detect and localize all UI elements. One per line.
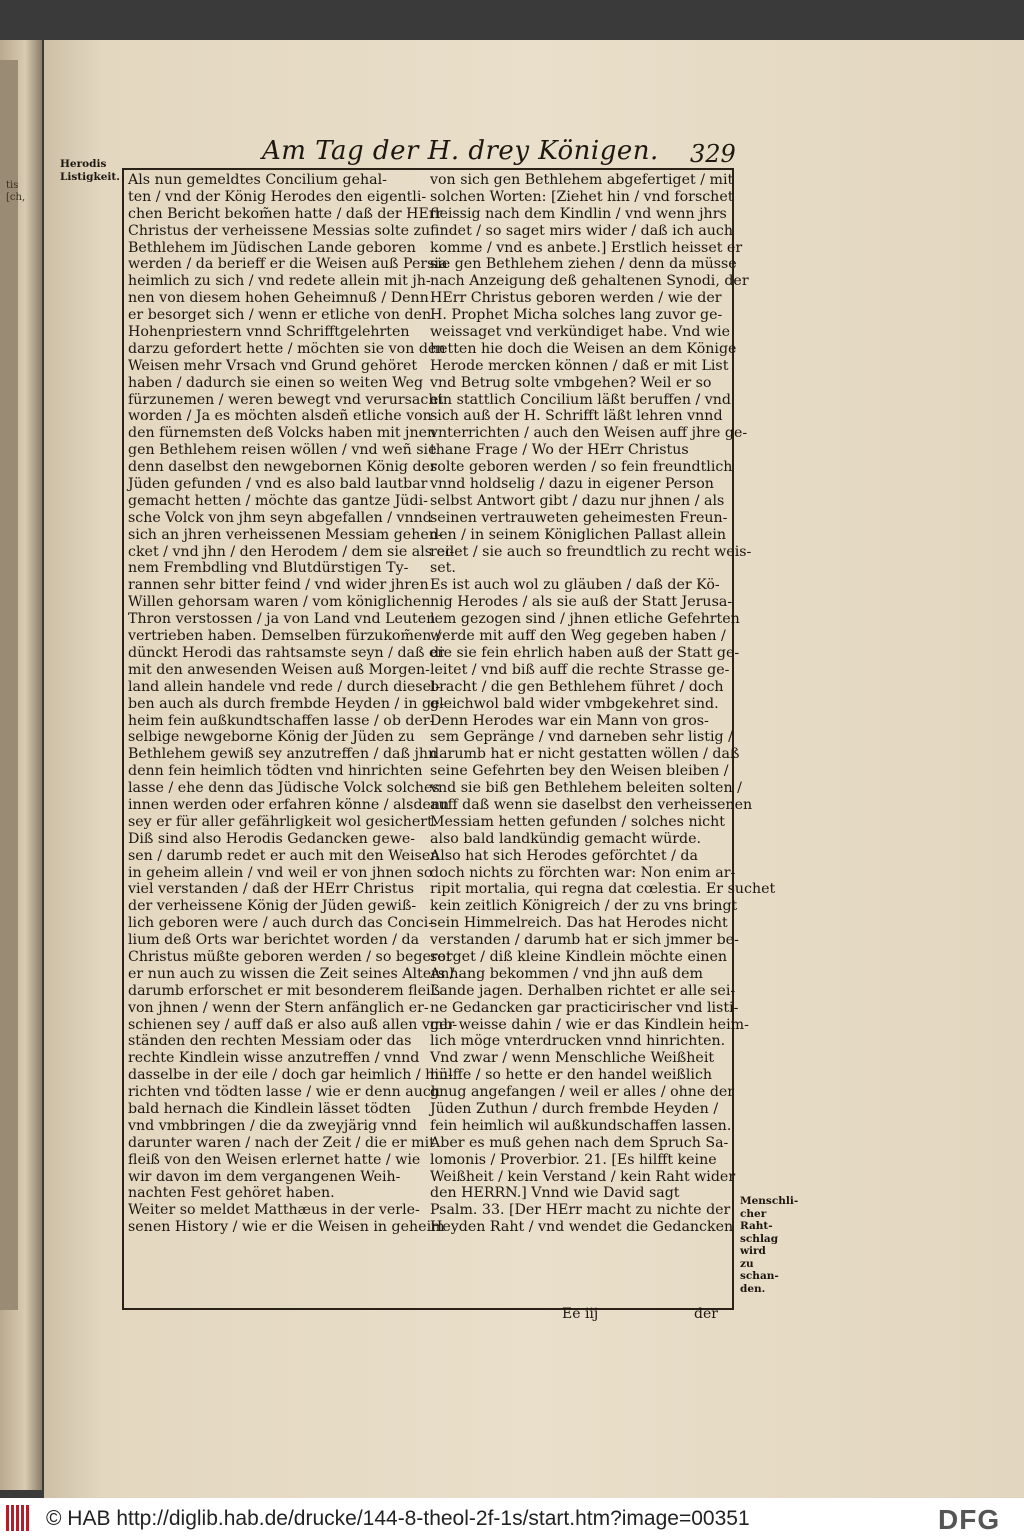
text-line: lomonis / Proverbior. 21. [Es hilfft keine: [430, 1151, 717, 1168]
text-line: gemacht hetten / möchte das gantze Jüdi-: [128, 492, 428, 509]
text-line: Es ist auch wol zu gläuben / daß der Kö-: [430, 577, 720, 594]
marginal-note-line: den.: [740, 1282, 766, 1295]
running-head: Am Tag der H. drey Königen.: [262, 136, 659, 166]
text-line: weissaget vnd verkündiget habe. Vnd wie: [430, 324, 731, 341]
text-line: Weißheit / kein Verstand / kein Raht wider: [430, 1168, 736, 1185]
text-line: sein Himmelreich. Das hat Herodes nicht: [430, 915, 728, 932]
text-line: denn fein heimlich tödten vnd hinrichten: [128, 763, 423, 780]
text-line: Bethlehem im Jüdischen Lande geboren: [128, 239, 416, 256]
barcode-logo-icon: [6, 1505, 34, 1531]
text-line: Hohenpriestern vnnd Schrifftgelehrten: [128, 324, 410, 341]
text-line: ripit mortalia, qui regna dat cœlestia. Er suchet: [430, 881, 776, 898]
text-line: senen History / wie er die Weisen in geheim: [128, 1219, 445, 1236]
text-line: Herode mercken können / daß er mit List: [430, 357, 729, 374]
text-line: dünckt Herodi das rahtsamste seyn / daß er: [128, 644, 445, 661]
text-line: sorget / diß kleine Kindlein möchte einen: [430, 948, 728, 965]
text-line: werde mit auff den Weg gegeben haben /: [430, 628, 726, 645]
facing-page-mark: tis: [6, 180, 19, 191]
text-line: doch nichts zu förchten war: Non enim ar-: [430, 864, 736, 881]
text-line: sey er für aller gefährligkeit wol gesichert.: [128, 813, 438, 830]
text-line: gen Bethlehem reisen wöllen / vnd weñ sie: [128, 442, 437, 459]
text-line: Weiter so meldet Matthæus in der verle-: [128, 1202, 420, 1219]
text-column-left: [128, 172, 458, 1236]
text-line: Psalm. 33. [Der HErr macht zu nichte der: [430, 1202, 731, 1219]
text-line: vertrieben haben. Demselben fürzukom̃en /: [128, 628, 441, 645]
text-line: ständen den rechten Messiam oder das: [128, 1033, 412, 1050]
marginal-note-line: Listigkeit.: [60, 170, 120, 183]
text-line: Weisen mehr Vrsach vnd Grund gehöret: [128, 357, 418, 374]
text-line: Anhang bekommen / vnd jhn auß dem: [430, 965, 704, 982]
marginal-note-line: Menschli-: [740, 1195, 799, 1207]
marginal-note-right: [740, 1195, 799, 1295]
text-line: von jhnen / wenn der Stern anfänglich er-: [128, 999, 429, 1016]
text-line: verstanden / darumb hat er sich jmmer be-: [430, 932, 739, 949]
text-line: mit den anwesenden Weisen auß Morgen-: [128, 661, 430, 678]
text-line: in geheim allein / vnd weil er von jhnen so: [128, 864, 433, 881]
marginal-note-line: schlag wird: [740, 1232, 779, 1257]
text-line: H. Prophet Micha solches lang zuvor ge-: [430, 307, 723, 324]
text-line: nach Anzeigung deß gehaltenen Synodi, der: [430, 273, 749, 290]
marginal-note-line: zu schan-: [740, 1257, 779, 1282]
page-number: 329: [690, 140, 736, 168]
text-line: denn daselbst den newgebornen König der: [128, 459, 437, 476]
text-line: selbst Antwort gibt / dazu nur jhnen / als: [430, 492, 725, 509]
text-line: werden / da berieff er die Weisen auß Persia: [128, 256, 448, 273]
text-line: nen von diesem hohen Geheimnuß / Denn: [128, 290, 429, 307]
text-line: cket / vnd jhn / den Herodem / dem sie als ei-: [128, 543, 455, 560]
text-line: nachten Fest gehöret haben.: [128, 1185, 335, 1202]
text-line: Messiam hetten gefunden / solches nicht: [430, 813, 725, 830]
marginal-note-left: [60, 158, 124, 183]
text-line: darzu gefordert hette / möchten sie von den: [128, 340, 446, 357]
text-line: darumb erforschet er mit besonderem fleiß: [128, 982, 441, 999]
text-line: hülffe / so hette er den handel weißlich: [430, 1067, 713, 1084]
text-line: land allein handele vnd rede / durch diesel-: [128, 678, 441, 695]
marginal-note-line: Herodis: [60, 158, 107, 170]
text-line: sich auß der H. Schrifft läßt lehren vnnd: [430, 408, 723, 425]
text-line: schienen sey / auff daß er also auß allen vmb-: [128, 1016, 458, 1033]
text-line: von sich gen Bethlehem abgefertiget / mit: [430, 172, 734, 188]
text-line: komme / vnd es anbete.] Erstlich heisset er: [430, 239, 743, 256]
text-line: Diß sind also Herodis Gedancken gewe-: [128, 830, 416, 847]
text-line: auff daß wenn sie daselbst den verheissenen: [430, 796, 753, 813]
text-line: Christus müßte geboren werden / so begeret: [128, 948, 452, 965]
text-line: er nun auch zu wissen die Zeit seines Alters /: [128, 965, 455, 982]
text-line: vnnd holdselig / dazu in eigener Person: [430, 476, 714, 493]
text-line: bald hernach die Kindlein lässet tödten: [128, 1100, 411, 1117]
text-line: Als nun gemeldtes Concilium gehal-: [128, 172, 387, 188]
text-line: kein zeitlich Königreich / der zu vns bringt: [430, 898, 738, 915]
text-line: lich geboren were / auch durch das Conci-: [128, 915, 434, 932]
text-line: ein stattlich Concilium läßt beruffen / vnd: [430, 391, 732, 408]
text-line: leitet / vnd biß auff die rechte Strasse ge-: [430, 661, 730, 678]
text-line: seinen vertrauweten geheimesten Freun-: [430, 509, 728, 526]
text-line: Thron verstossen / ja von Land vnd Leuten: [128, 611, 436, 628]
text-line: Bethlehem gewiß sey anzutreffen / daß jhn: [128, 746, 438, 763]
text-line: sche Volck von jhm seyn abgefallen / vnnd: [128, 509, 432, 526]
text-line: HErr Christus geboren werden / wie der: [430, 290, 722, 307]
text-line: lich möge vnterdrucken vnnd hinrichten.: [430, 1033, 726, 1050]
text-line: viel verstanden / daß der HErr Christus: [128, 881, 414, 898]
text-line: chen Bericht bekom̃en hatte / daß der HErr: [128, 205, 443, 222]
text-line: Vnd zwar / wenn Menschliche Weißheit: [430, 1050, 715, 1067]
text-line: richten vnd tödten lasse / wie er denn auch: [128, 1084, 440, 1101]
text-line: Also hat sich Herodes geförchtet / da: [430, 847, 698, 864]
text-line: worden / Ja es möchten alsdeñ etliche von: [128, 408, 432, 425]
text-line: gnug angefangen / weil er alles / ohne der: [430, 1084, 735, 1101]
text-line: sie gen Bethlehem ziehen / denn da müsse: [430, 256, 737, 273]
text-line: Heyden Raht / vnd wendet die Gedancken: [430, 1219, 734, 1236]
text-line: thane Frage / Wo der HErr Christus: [430, 442, 689, 459]
text-line: gleichwol bald wider vmbgekehret sind.: [430, 695, 719, 712]
text-line: fleiß von den Weisen erlernet hatte / wie: [128, 1151, 421, 1168]
text-line: ger weisse dahin / wie er das Kindlein heim-: [430, 1016, 749, 1033]
text-line: rechte Kindlein wisse anzutreffen / vnnd: [128, 1050, 420, 1067]
text-line: Denn Herodes war ein Mann von gros-: [430, 712, 709, 729]
text-line: set.: [430, 560, 456, 577]
text-line: haben / dadurch sie einen so weiten Weg: [128, 374, 424, 391]
text-line: den / in seinem Königlichen Pallast allein: [430, 526, 727, 543]
text-line: den HERRN.] Vnnd wie David sagt: [430, 1185, 680, 1202]
text-line: sen / darumb redet er auch mit den Weisen: [128, 847, 440, 864]
text-line: Aber es muß gehen nach dem Spruch Sa-: [430, 1134, 729, 1151]
text-line: heimlich zu sich / vnd redete allein mit jh-: [128, 273, 431, 290]
text-line: also bald landkündig gemacht würde.: [430, 830, 702, 847]
text-line: innen werden oder erfahren könne / alsdenn: [128, 796, 450, 813]
text-line: seine Gefehrten bey den Weisen bleiben /: [430, 763, 729, 780]
text-line: lium deß Orts war berichtet worden / da: [128, 932, 420, 949]
copyright-link[interactable]: © HAB http://diglib.hab.de/drucke/144-8-theol-2f-1s/start.htm?image=00351: [46, 1507, 750, 1530]
text-line: ne Gedancken gar practicirischer vnd listi-: [430, 999, 739, 1016]
signature-mark: Ee iij: [562, 1306, 599, 1322]
catchword: der: [694, 1306, 718, 1322]
text-line: heim fein außkundtschaffen lasse / ob der-: [128, 712, 435, 729]
text-line: dasselbe in der eile / doch gar heimlich / hin-: [128, 1067, 453, 1084]
text-line: vnd sie biß gen Bethlehem beleiten solten /: [430, 780, 742, 797]
text-line: vnd Betrug solte vmbgehen? Weil er so: [430, 374, 712, 391]
text-line: lasse / ehe denn das Jüdische Volck solches: [128, 780, 440, 797]
text-line: findet / so saget mirs wider / daß ich auch: [430, 222, 733, 239]
text-line: Lande jagen. Derhalben richtet er alle sei-: [430, 982, 736, 999]
text-line: solchen Worten: [Ziehet hin / vnd forschet: [430, 188, 734, 205]
text-line: der verheissene König der Jüden gewiß-: [128, 898, 417, 915]
text-line: sem Gepränge / vnd darneben sehr listig /: [430, 729, 733, 746]
text-line: redet / sie auch so freundtlich zu recht weis-: [430, 543, 752, 560]
text-line: Christus der verheissene Messias solte zu: [128, 222, 431, 239]
text-line: ten / vnd der König Herodes den eigentli-: [128, 188, 427, 205]
text-line: nig Herodes / als sie auß der Statt Jerusa-: [430, 594, 733, 611]
text-line: den fürnemsten deß Volcks haben mit jnen: [128, 425, 437, 442]
text-line: er besorget sich / wenn er etliche von den: [128, 307, 432, 324]
text-line: Jüden Zuthun / durch frembde Heyden /: [430, 1100, 719, 1117]
text-line: solte geboren werden / so fein freundtlich: [430, 459, 733, 476]
text-line: wir davon im dem vergangenen Weih-: [128, 1168, 401, 1185]
text-line: vnd vmbbringen / die da zweyjärig vnnd: [128, 1117, 417, 1134]
text-line: fleissig nach dem Kindlin / vnd wenn jhrs: [430, 205, 727, 222]
facing-page-text-strip: [0, 60, 18, 1310]
text-line: fein heimlich wil außkundschaffen lassen.: [430, 1117, 732, 1134]
text-line: fürzunemen / weren bewegt vnd verursacht: [128, 391, 444, 408]
text-line: ben auch als durch frembde Heyden / in ge-: [128, 695, 445, 712]
dfg-logo: DFG: [938, 1504, 1001, 1535]
text-line: die sie fein ehrlich haben auß der Statt ge-: [430, 644, 740, 661]
text-line: Jüden gefunden / vnd es also bald lautbar: [128, 476, 428, 493]
text-line: darunter waren / nach der Zeit / die er mit: [128, 1134, 435, 1151]
text-line: sich an jhren verheissenen Messiam gehen-: [128, 526, 443, 543]
marginal-note-line: cher Raht-: [740, 1207, 773, 1232]
text-line: darumb hat er nicht gestatten wöllen / daß: [430, 746, 740, 763]
text-line: nem Frembdling vnd Blutdürstigen Ty-: [128, 560, 409, 577]
text-line: bracht / die gen Bethlehem führet / doch: [430, 678, 724, 695]
text-line: vnterrichten / auch den Weisen auff jhre ge-: [430, 425, 748, 442]
text-line: hetten hie doch die Weisen an dem Könige: [430, 340, 737, 357]
text-line: lem gezogen sind / jhnen etliche Gefehrten: [430, 611, 740, 628]
text-line: rannen sehr bitter feind / vnd wider jhren: [128, 577, 429, 594]
text-line: Willen gehorsam waren / vom königlichen: [128, 594, 431, 611]
text-line: selbige newgeborne König der Jüden zu: [128, 729, 415, 746]
facing-page-mark: [ch,: [6, 192, 26, 203]
